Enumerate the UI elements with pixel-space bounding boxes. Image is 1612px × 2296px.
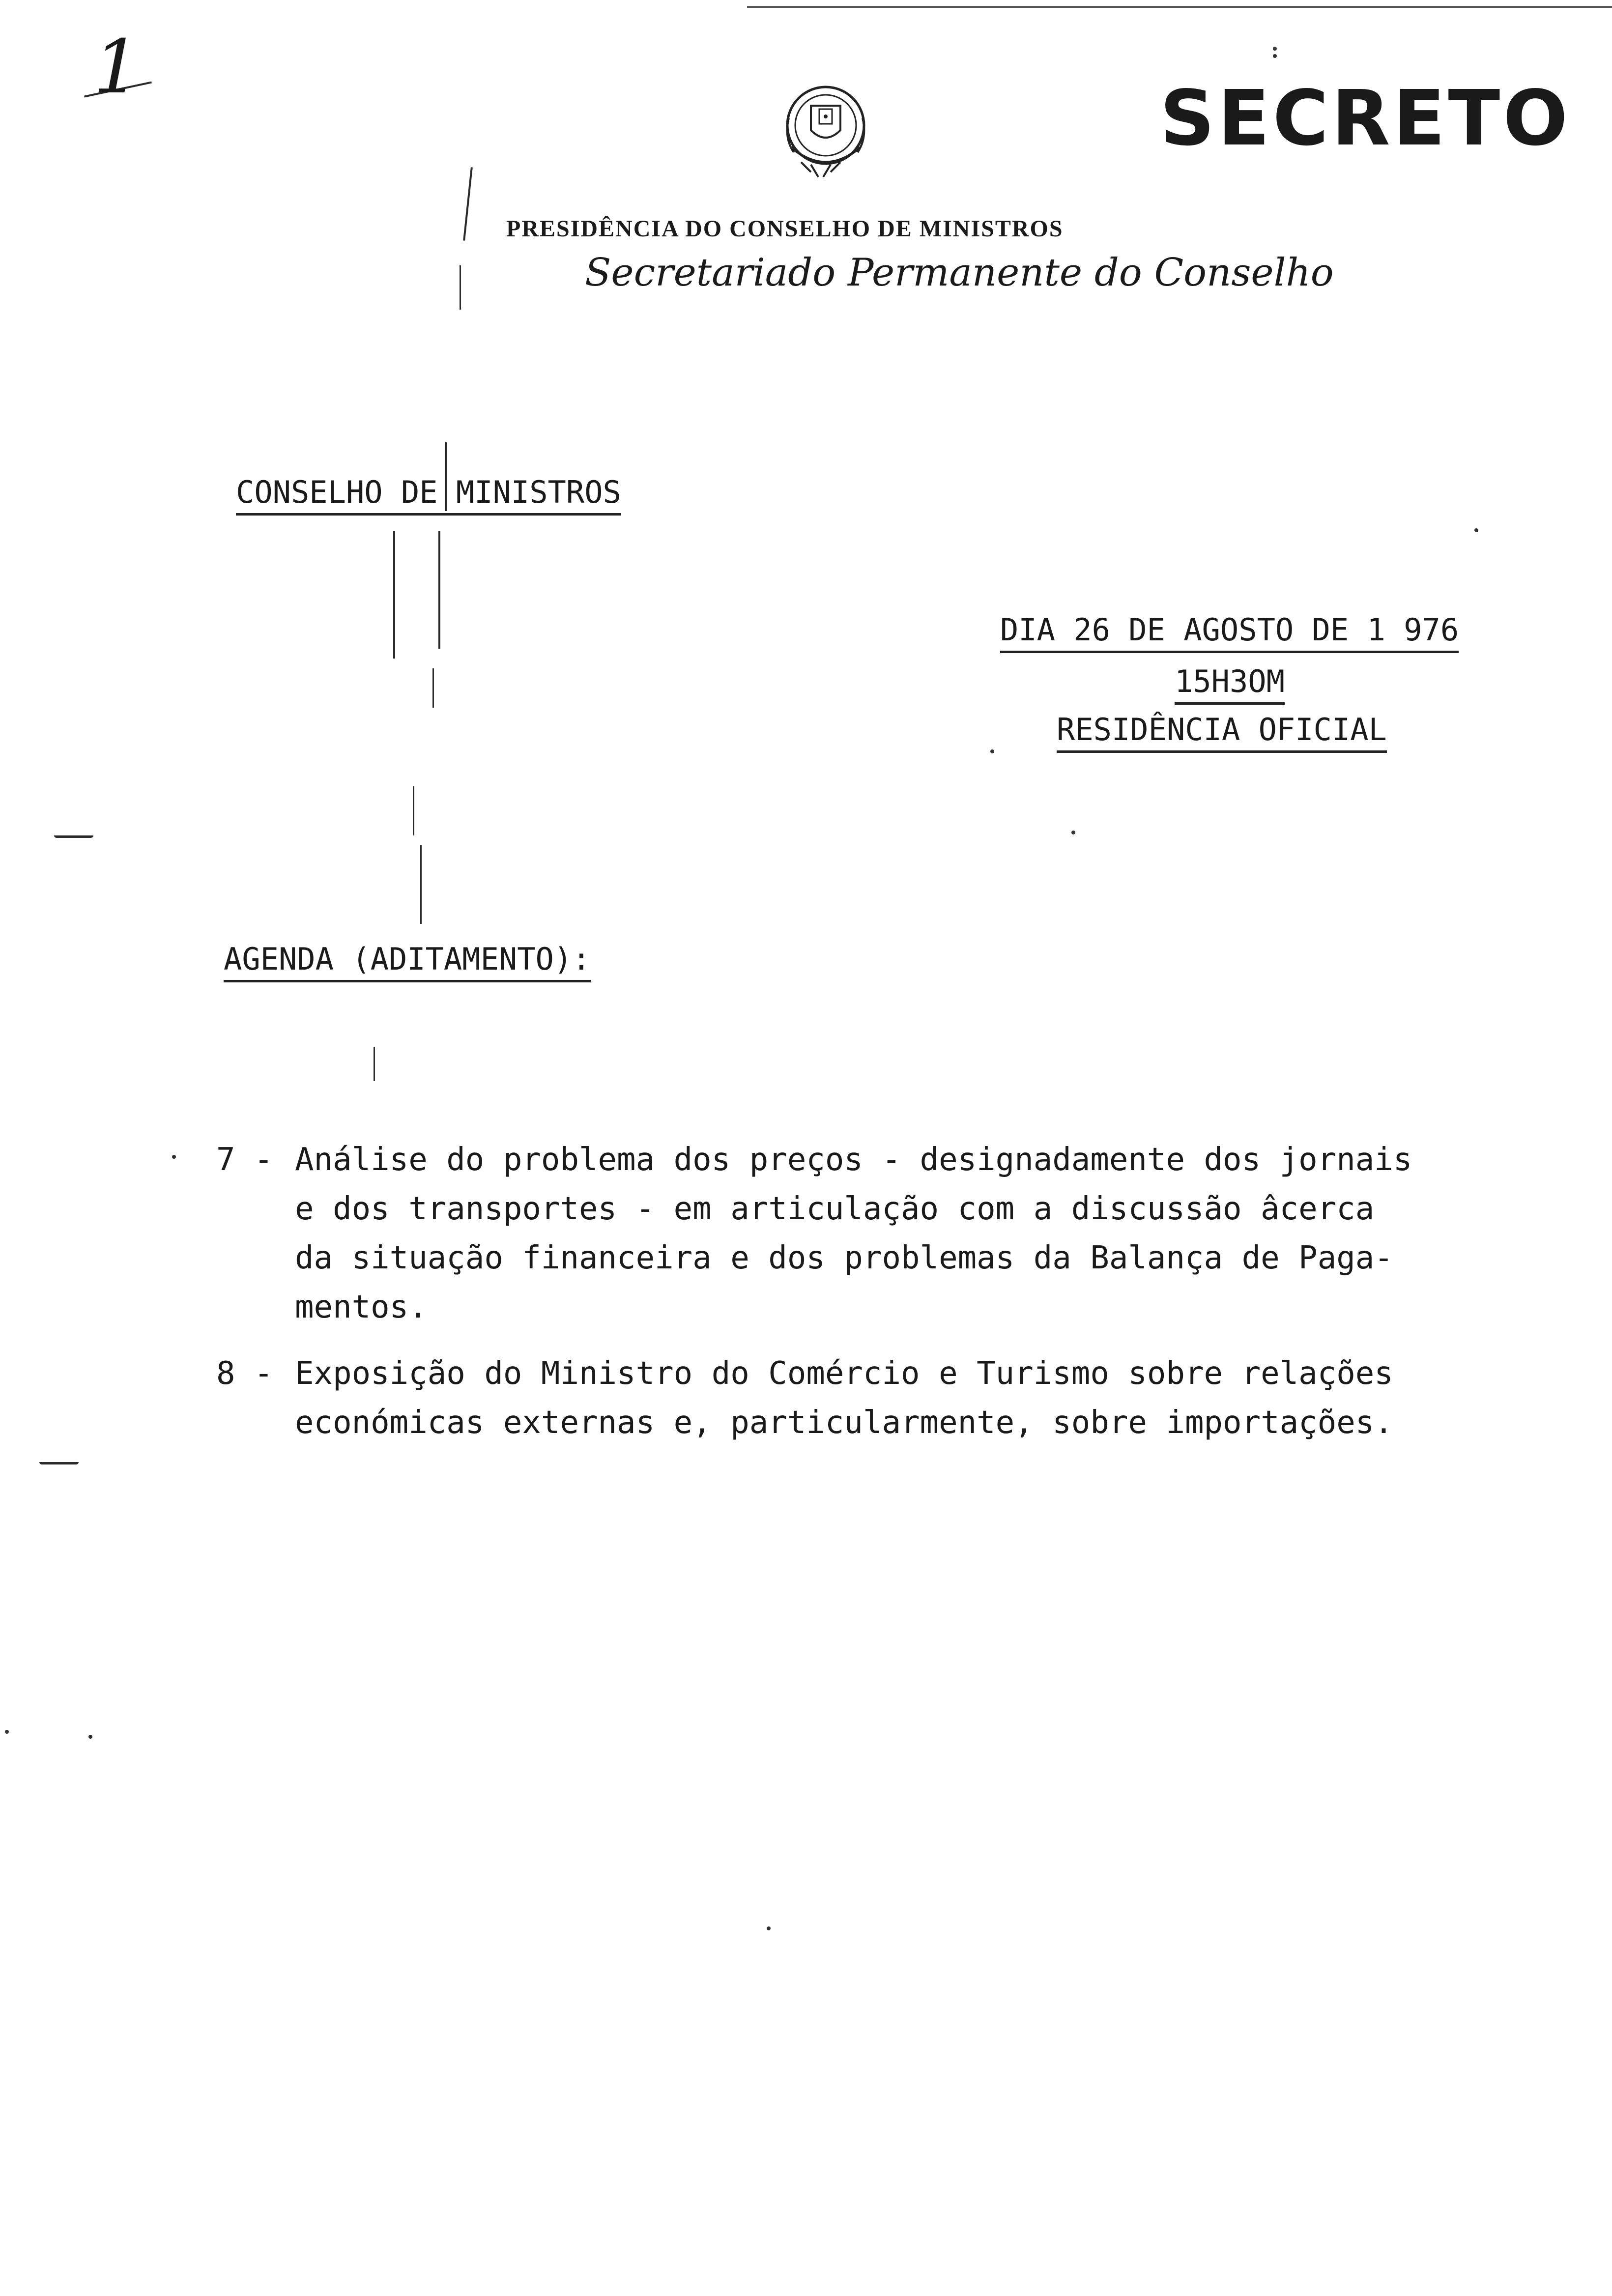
scan-speck (767, 1926, 771, 1930)
agenda-item-line: da situação financeira e dos problemas da Balança de Paga- (295, 1240, 1393, 1276)
scan-speck (172, 1155, 176, 1159)
scan-mark (54, 835, 93, 838)
scan-mark (393, 531, 395, 659)
document-heading: CONSELHO DE MINISTROS (236, 474, 621, 516)
meeting-place: RESIDÊNCIA OFICIAL (1057, 712, 1387, 753)
page-number: 1 (93, 25, 141, 110)
scan-speck (1071, 831, 1075, 834)
scan-speck (1474, 528, 1478, 532)
scan-speck (1273, 47, 1277, 51)
scan-mark (463, 167, 473, 241)
meeting-time: 15H3OM (1175, 663, 1285, 705)
agenda-item-line: e dos transportes - em articulação com a discussão âcerca (295, 1191, 1375, 1227)
scan-mark (413, 786, 414, 835)
scan-mark (420, 845, 422, 924)
meeting-date: DIA 26 DE AGOSTO DE 1 976 (1000, 612, 1459, 653)
scan-mark (432, 668, 434, 708)
scan-mark (39, 1462, 79, 1464)
seal-icon (772, 79, 880, 197)
scan-speck (88, 1735, 92, 1739)
agenda-item-number: 7 - (216, 1142, 273, 1178)
organization-name: PRESIDÊNCIA DO CONSELHO DE MINISTROS (506, 216, 1064, 242)
scan-mark (460, 265, 461, 310)
scan-top-edge (747, 6, 1612, 8)
agenda-title: AGENDA (ADITAMENTO): (224, 941, 591, 982)
agenda-item-number: 8 - (216, 1355, 273, 1392)
agenda-item-line: Análise do problema dos preços - designadamente dos jornais (295, 1142, 1412, 1178)
scan-speck (5, 1730, 9, 1734)
scan-mark (374, 1047, 375, 1081)
agenda-item-line: mentos. (295, 1289, 428, 1325)
agenda-item-line: económicas externas e, particularmente, sobre importações. (295, 1405, 1393, 1441)
scan-speck (990, 749, 994, 753)
classification-stamp: SECRETO (1160, 74, 1571, 163)
department-name: Secretariado Permanente do Conselho (585, 251, 1334, 295)
agenda-item-line: Exposição do Ministro do Comércio e Turismo sobre relações (295, 1355, 1393, 1392)
scan-speck (1273, 54, 1277, 58)
scan-mark (438, 531, 440, 649)
